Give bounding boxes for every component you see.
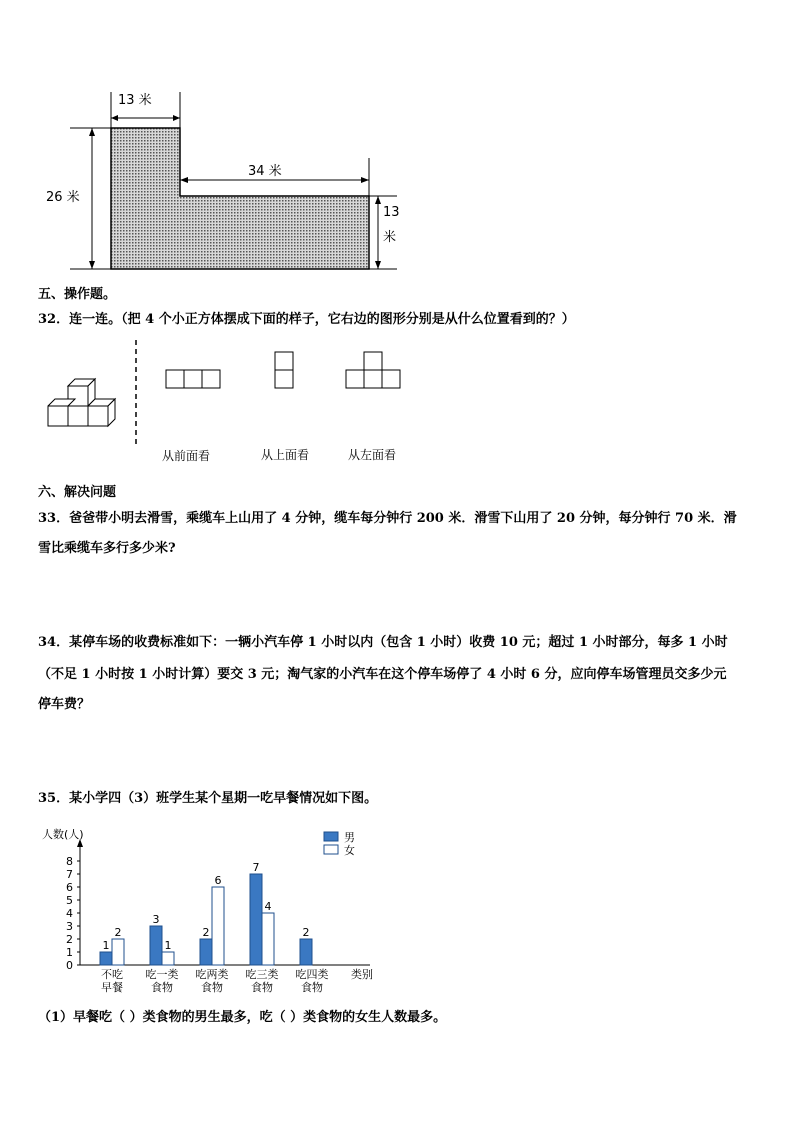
question-35: 35．某小学四（3）班学生某个星期一吃早餐情况如下图。 [38,791,378,806]
question-35-sub1: （1）早餐吃（ ）类食物的男生最多，吃（ ）类食物的女生人数最多。 [38,1010,447,1025]
section5-heading: 五、操作题。 [38,287,117,302]
y-tick-label: 4 [66,907,73,920]
view-front-label: 从前面看 [162,449,211,463]
y-tick-label: 2 [66,933,73,946]
dim-right-number: 13 [383,205,400,220]
x-tick-label: 食物 [151,981,173,994]
dim-middle-label: 34 米 [248,164,282,179]
x-tick-label: 吃一类 [145,968,179,981]
y-tick-label: 5 [66,894,73,907]
y-tick-label: 8 [66,855,73,868]
question-33-line1: 33．爸爸带小明去滑雪，乘缆车上山用了 4 分钟，缆车每分钟行 200 米．滑雪下山用了 20 分钟，每分钟行 70 米．滑 [38,511,737,526]
bar-male [100,952,112,965]
dim-right-unit: 米 [383,230,397,245]
x-axis-label: 类别 [351,968,373,981]
x-tick-label: 食物 [301,981,323,994]
bar-value-label: 2 [302,926,310,939]
bar-value-label: 2 [202,926,210,939]
x-tick-label: 食物 [251,981,273,994]
bar-value-label: 3 [152,913,160,926]
bar-value-label: 6 [214,874,222,887]
question-34-line3: 停车费？ [38,697,91,712]
bar-female [112,939,124,965]
cube-stack-figure [44,340,404,450]
x-tick-label: 食物 [201,981,223,994]
y-tick-label: 1 [66,946,73,959]
bar-value-label: 2 [114,926,122,939]
x-tick-label: 早餐 [101,981,123,994]
question-34-line1: 34．某停车场的收费标准如下：一辆小汽车停 1 小时以内（包含 1 小时）收费 10 元；超过 1 小时部分，每多 1 小时 [38,635,728,650]
x-tick-label: 不吃 [101,968,123,981]
section6-heading: 六、解决问题 [38,485,117,500]
x-tick-label: 吃三类 [245,968,279,981]
y-axis-label: 人数(人) [42,828,84,841]
bar-male [200,939,212,965]
bar-female [162,952,174,965]
question-34-line2: （不足 1 小时按 1 小时计算）要交 3 元；淘气家的小汽车在这个停车场停了 4 小时 6 分，应向停车场管理员交多少元 [38,667,727,682]
y-tick-label: 6 [66,881,73,894]
y-tick-label: 3 [66,920,73,933]
bar-value-label: 7 [252,861,260,874]
bar-female [262,913,274,965]
bar-male [300,939,312,965]
legend-swatch [324,845,338,854]
l-shape-figure [30,80,420,280]
x-tick-label: 吃两类 [195,968,229,981]
shaded-l-shape [111,128,369,269]
y-tick-label: 0 [66,959,73,972]
bar-male [250,874,262,965]
legend-swatch [324,832,338,841]
question-33-line2: 雪比乘缆车多行多少米? [38,541,176,556]
view-top-label: 从上面看 [261,448,310,462]
view-left-label: 从左面看 [348,448,397,462]
bar-value-label: 1 [164,939,172,952]
legend-label: 男 [344,831,355,844]
question-32: 32．连一连。（把 4 个小正方体摆成下面的样子，它右边的图形分别是从什么位置看到的？） [38,312,575,327]
bar-value-label: 4 [264,900,272,913]
dim-left-label: 26 米 [46,190,80,205]
breakfast-bar-chart [40,822,380,1000]
bar-female [212,887,224,965]
y-tick-label: 7 [66,868,73,881]
x-tick-label: 吃四类 [295,968,329,981]
legend-label: 女 [344,844,355,857]
bar-value-label: 1 [102,939,110,952]
dim-top-label: 13 米 [118,93,152,108]
bar-male [150,926,162,965]
